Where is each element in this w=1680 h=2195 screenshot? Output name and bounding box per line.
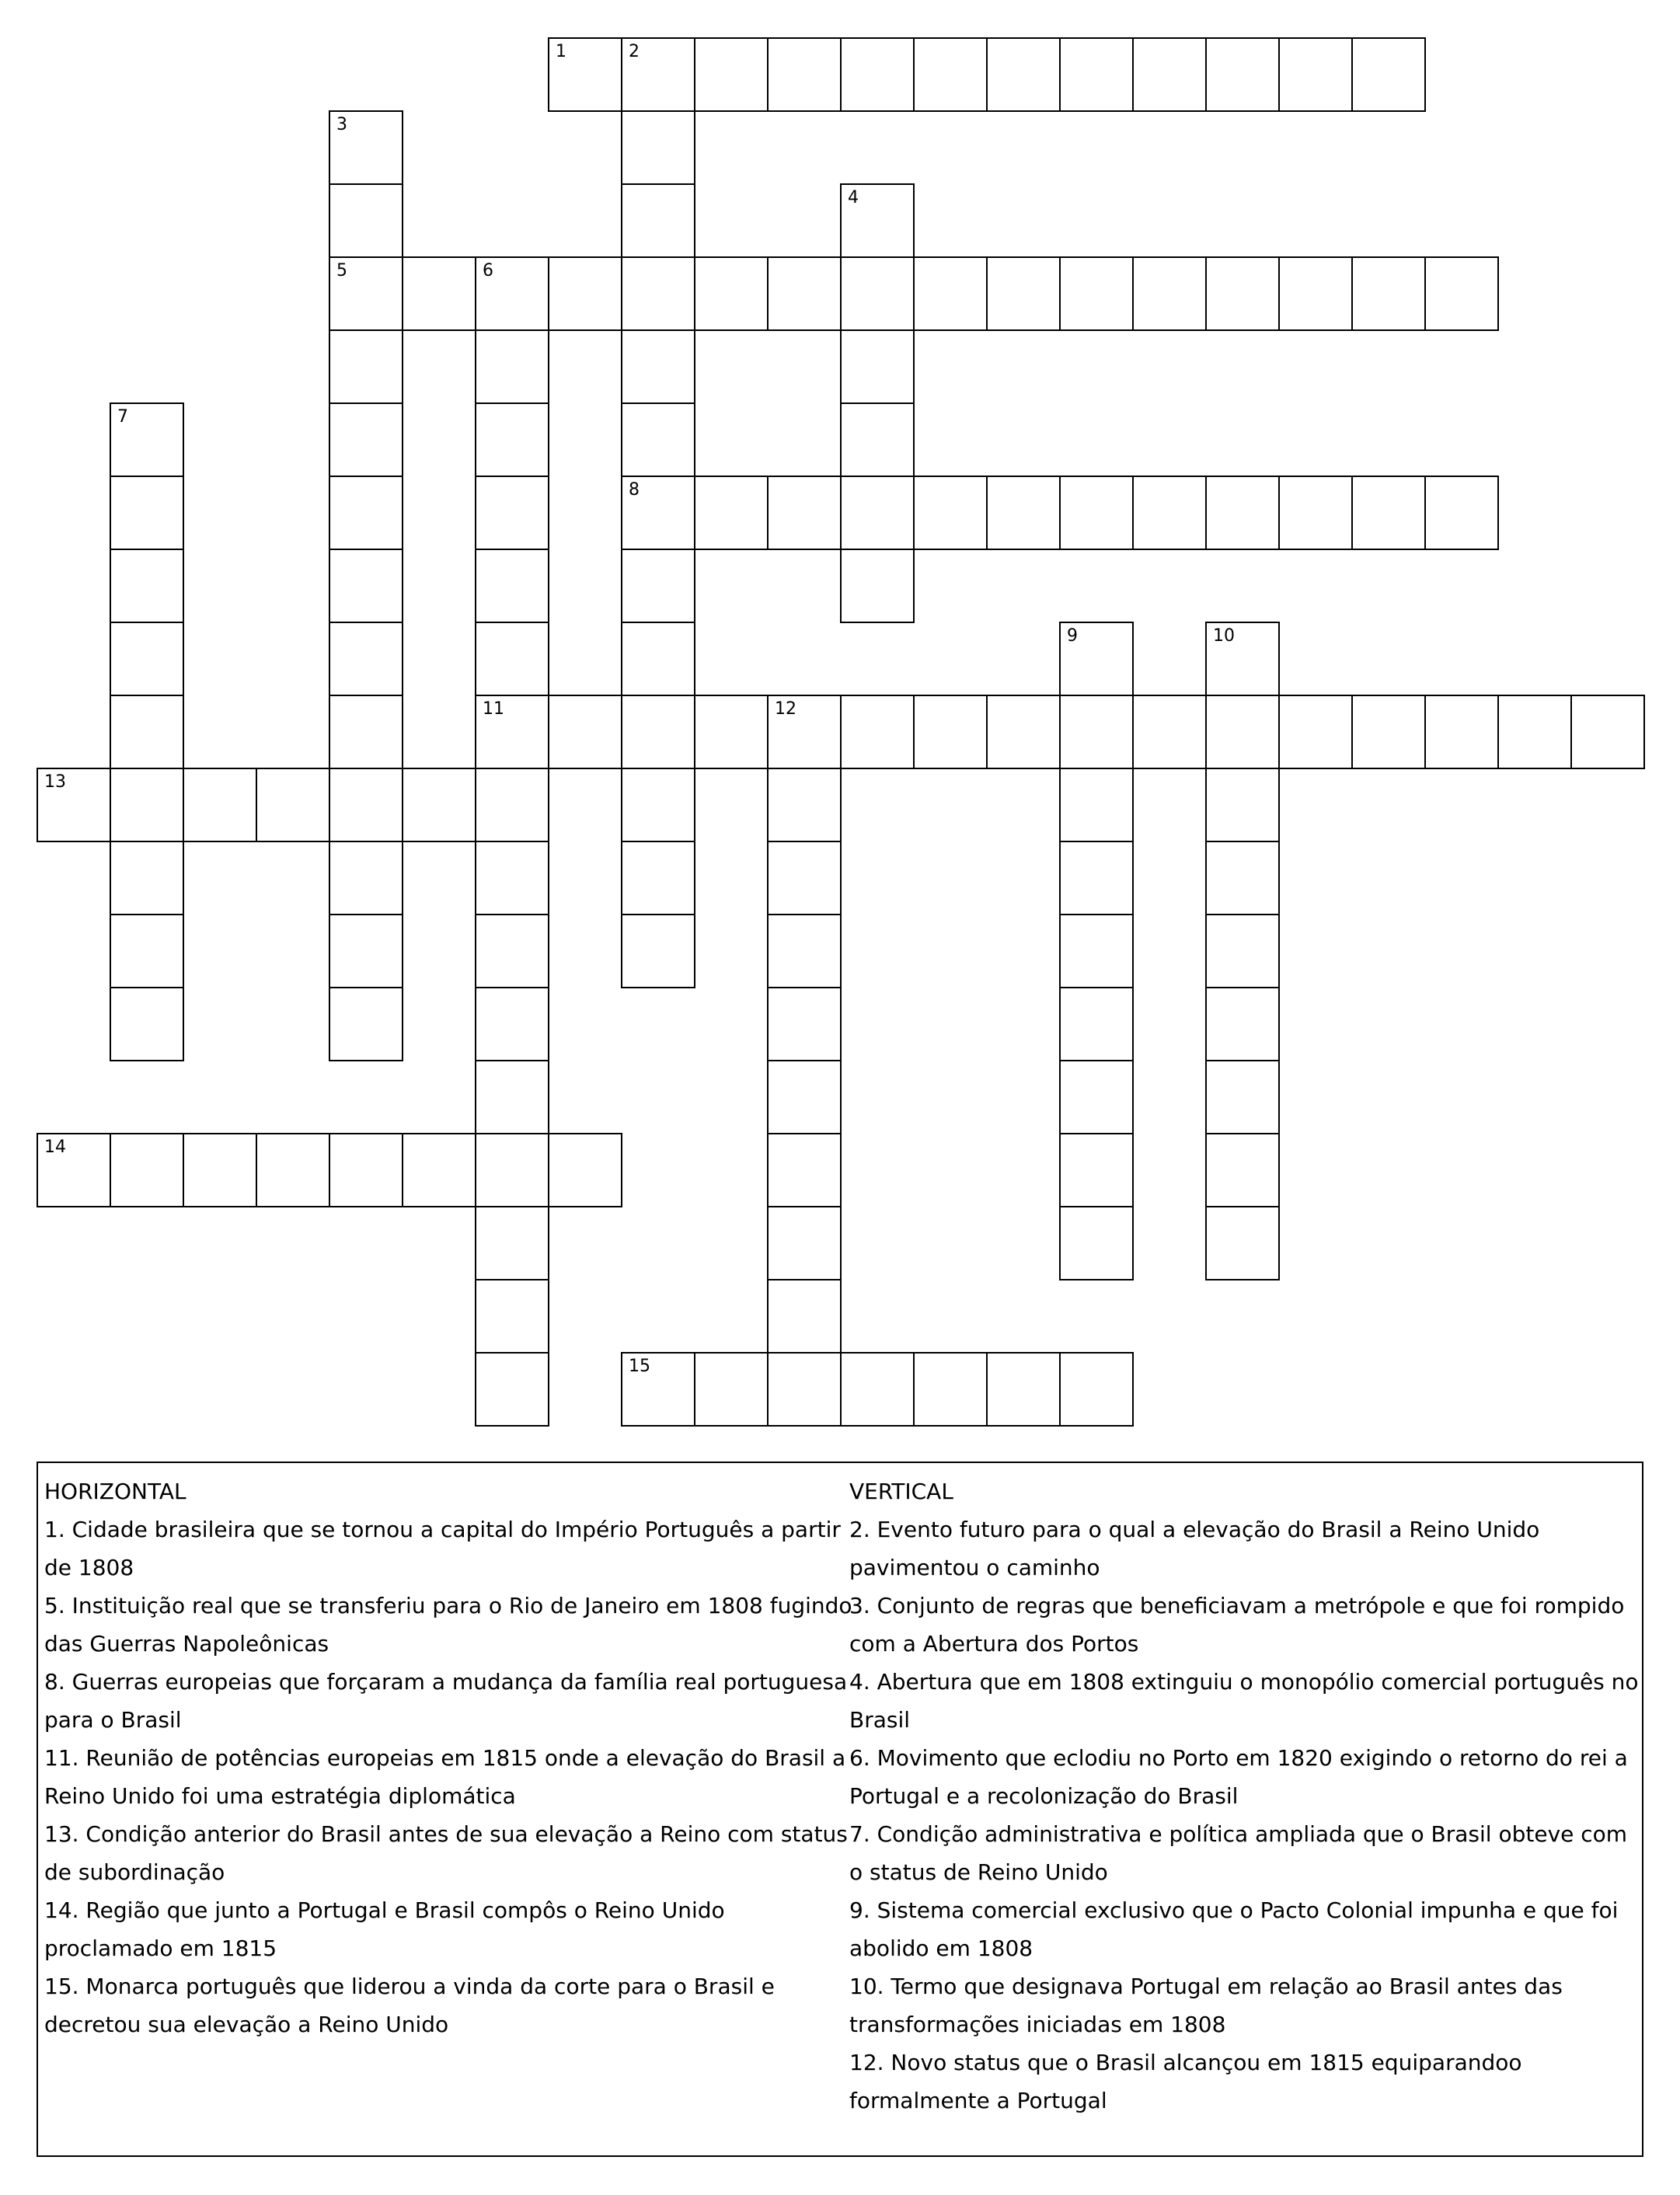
grid-cell[interactable] <box>183 1133 257 1207</box>
grid-cell[interactable] <box>1059 841 1134 915</box>
grid-cell[interactable] <box>621 476 695 550</box>
down-clues <box>849 1472 1642 2120</box>
grid-cell[interactable] <box>1132 476 1207 550</box>
grid-cell[interactable] <box>767 1279 842 1354</box>
grid-cell[interactable] <box>329 622 403 696</box>
grid-cell[interactable] <box>475 1206 549 1280</box>
grid-cell[interactable] <box>475 476 549 550</box>
grid-cell[interactable] <box>329 914 403 988</box>
grid-cell[interactable] <box>110 402 184 477</box>
grid-cell[interactable] <box>1059 476 1134 550</box>
grid-cell[interactable] <box>767 256 842 331</box>
grid-cell[interactable] <box>840 329 915 404</box>
grid-cell[interactable] <box>329 841 403 915</box>
grid-cell[interactable] <box>767 1060 842 1134</box>
grid-cell[interactable] <box>183 768 257 842</box>
clue-down-10: 10. Termo que designava Portugal em relação ao Brasil antes das transformações iniciadas em 1808 <box>849 1974 1563 2037</box>
grid-cell[interactable] <box>110 695 184 769</box>
grid-cell[interactable] <box>621 37 695 112</box>
grid-cell[interactable] <box>1570 695 1645 769</box>
grid-cell[interactable] <box>986 1352 1061 1427</box>
grid-cell[interactable] <box>110 476 184 550</box>
grid-cell[interactable] <box>475 549 549 623</box>
grid-cell[interactable] <box>1205 695 1280 769</box>
grid-cell[interactable] <box>986 37 1061 112</box>
clue-across-8: 8. Guerras europeias que forçaram a mudança da família real portuguesa para o Brasil <box>44 1669 848 1733</box>
grid-cell[interactable] <box>475 1133 549 1207</box>
grid-cell[interactable] <box>1424 256 1499 331</box>
grid-cell[interactable] <box>694 256 769 331</box>
grid-cell[interactable] <box>621 1352 695 1427</box>
grid-cell[interactable] <box>694 695 769 769</box>
grid-cell[interactable] <box>329 183 403 258</box>
clue-down-7: 7. Condição administrativa e política ampliada que o Brasil obteve com o status de Reino Unido <box>849 1821 1628 1885</box>
grid-cell[interactable] <box>475 329 549 404</box>
clue-number: 1 <box>556 42 566 61</box>
grid-cell[interactable] <box>840 183 915 258</box>
grid-cell[interactable] <box>110 987 184 1061</box>
clue-across-11: 11. Reunião de potências europeias em 1815 onde a elevação do Brasil a Reino Unido foi uma estratégia diplomática <box>44 1745 846 1809</box>
clue-across-13: 13. Condição anterior do Brasil antes de sua elevação a Reino com status de subordinação <box>44 1821 848 1885</box>
grid-cell[interactable] <box>110 841 184 915</box>
grid-cell[interactable] <box>329 110 403 185</box>
grid-cell[interactable] <box>1059 1060 1134 1134</box>
clue-number: 13 <box>44 772 66 792</box>
grid-cell[interactable] <box>840 256 915 331</box>
grid-cell[interactable] <box>110 768 184 842</box>
grid-cell[interactable] <box>1351 37 1426 112</box>
grid-cell[interactable] <box>329 987 403 1061</box>
grid-cell[interactable] <box>548 695 622 769</box>
clue-down-6: 6. Movimento que eclodiu no Porto em 1820 exigindo o retorno do rei a Portugal e a recolonização do Brasil <box>849 1745 1628 1809</box>
grid-cell[interactable] <box>1278 476 1353 550</box>
grid-cell[interactable] <box>621 549 695 623</box>
clue-number: 2 <box>629 42 640 61</box>
grid-cell[interactable] <box>1278 256 1353 331</box>
grid-cell[interactable] <box>1205 914 1280 988</box>
clue-number: 8 <box>629 480 640 500</box>
grid-cell[interactable] <box>1424 695 1499 769</box>
grid-cell[interactable] <box>1205 1206 1280 1280</box>
clue-down-3: 3. Conjunto de regras que beneficiavam a metrópole e que foi rompido com a Abertura dos Portos <box>849 1593 1625 1657</box>
grid-cell[interactable] <box>110 1133 184 1207</box>
grid-cell[interactable] <box>1205 1060 1280 1134</box>
grid-cell[interactable] <box>1205 476 1280 550</box>
grid-cell[interactable] <box>475 768 549 842</box>
grid-cell[interactable] <box>475 402 549 477</box>
clue-down-2: 2. Evento futuro para o qual a elevação do Brasil a Reino Unido pavimentou o caminho <box>849 1517 1540 1580</box>
grid-cell[interactable] <box>548 37 622 112</box>
grid-cell[interactable] <box>1205 256 1280 331</box>
grid-cell[interactable] <box>329 476 403 550</box>
grid-cell[interactable] <box>548 1133 622 1207</box>
grid-cell[interactable] <box>1059 914 1134 988</box>
grid-cell[interactable] <box>1059 695 1134 769</box>
grid-cell[interactable] <box>1497 695 1572 769</box>
clue-across-1: 1. Cidade brasileira que se tornou a capital do Império Português a partir de 1808 <box>44 1517 841 1580</box>
grid-cell[interactable] <box>329 1133 403 1207</box>
grid-cell[interactable] <box>767 987 842 1061</box>
grid-cell[interactable] <box>913 1352 988 1427</box>
grid-cell[interactable] <box>1205 37 1280 112</box>
grid-cell[interactable] <box>475 841 549 915</box>
grid-cell[interactable] <box>840 1352 915 1427</box>
grid-cell[interactable] <box>986 256 1061 331</box>
grid-cell[interactable] <box>37 768 111 842</box>
clue-down-12: 12. Novo status que o Brasil alcançou em 1815 equiparandoo formalmente a Portugal <box>849 2050 1522 2113</box>
clue-down-9: 9. Sistema comercial exclusivo que o Pacto Colonial impunha e que foi abolido em 1808 <box>849 1897 1619 1961</box>
clue-number: 6 <box>483 261 493 280</box>
grid-cell[interactable] <box>329 256 403 331</box>
grid-cell[interactable] <box>621 329 695 404</box>
clue-down-4: 4. Abertura que em 1808 extinguiu o monopólio comercial português no Brasil <box>849 1669 1639 1733</box>
grid-cell[interactable] <box>767 37 842 112</box>
across-clues <box>44 1472 852 2043</box>
grid-cell[interactable] <box>475 622 549 696</box>
grid-cell[interactable] <box>475 695 549 769</box>
clue-number: 3 <box>336 115 347 134</box>
grid-cell[interactable] <box>767 695 842 769</box>
grid-cell[interactable] <box>475 914 549 988</box>
grid-cell[interactable] <box>402 768 476 842</box>
clue-across-5: 5. Instituição real que se transferiu para o Rio de Janeiro em 1808 fugindo das Guerras Napoleônicas <box>44 1593 852 1657</box>
down-heading: VERTICAL <box>849 1479 953 1504</box>
grid-cell[interactable] <box>767 914 842 988</box>
grid-cell[interactable] <box>402 1133 476 1207</box>
grid-cell[interactable] <box>621 110 695 185</box>
grid-cell[interactable] <box>840 695 915 769</box>
grid-cell[interactable] <box>621 914 695 988</box>
grid-cell[interactable] <box>37 1133 111 1207</box>
grid-cell[interactable] <box>621 402 695 477</box>
grid-cell[interactable] <box>110 914 184 988</box>
grid-cell[interactable] <box>110 622 184 696</box>
grid-cell[interactable] <box>1132 256 1207 331</box>
grid-cell[interactable] <box>1059 768 1134 842</box>
grid-cell[interactable] <box>986 476 1061 550</box>
grid-cell[interactable] <box>329 768 403 842</box>
grid-cell[interactable] <box>1059 987 1134 1061</box>
grid-cell[interactable] <box>548 256 622 331</box>
grid-cell[interactable] <box>840 402 915 477</box>
grid-cell[interactable] <box>1059 622 1134 696</box>
grid-cell[interactable] <box>475 256 549 331</box>
grid-cell[interactable] <box>1059 1352 1134 1427</box>
grid-cell[interactable] <box>840 37 915 112</box>
grid-cell[interactable] <box>1278 695 1353 769</box>
grid-cell[interactable] <box>110 549 184 623</box>
grid-cell[interactable] <box>475 1352 549 1427</box>
grid-cell[interactable] <box>694 37 769 112</box>
grid-cell[interactable] <box>621 768 695 842</box>
grid-cell[interactable] <box>1059 37 1134 112</box>
grid-cell[interactable] <box>1132 37 1207 112</box>
grid-cell[interactable] <box>329 329 403 404</box>
clue-number: 11 <box>483 699 504 719</box>
clue-across-15: 15. Monarca português que liderou a vinda da corte para o Brasil e decretou sua elevação a Reino Unido <box>44 1974 775 2037</box>
grid-cell[interactable] <box>621 622 695 696</box>
grid-cell[interactable] <box>1205 622 1280 696</box>
grid-cell[interactable] <box>1351 695 1426 769</box>
grid-cell[interactable] <box>767 1133 842 1207</box>
grid-cell[interactable] <box>1351 256 1426 331</box>
grid-cell[interactable] <box>329 695 403 769</box>
clue-number: 7 <box>117 407 128 427</box>
clue-number: 12 <box>775 699 796 719</box>
grid-cell[interactable] <box>402 256 476 331</box>
grid-cell[interactable] <box>1205 768 1280 842</box>
grid-cell[interactable] <box>767 1352 842 1427</box>
grid-cell[interactable] <box>1132 695 1207 769</box>
grid-cell[interactable] <box>621 695 695 769</box>
grid-cell[interactable] <box>256 1133 330 1207</box>
grid-cell[interactable] <box>1351 476 1426 550</box>
grid-cell[interactable] <box>767 768 842 842</box>
grid-cell[interactable] <box>1059 256 1134 331</box>
clue-number: 14 <box>44 1138 66 1157</box>
grid-cell[interactable] <box>1205 841 1280 915</box>
clue-across-14: 14. Região que junto a Portugal e Brasil compôs o Reino Unido proclamado em 1815 <box>44 1897 725 1961</box>
grid-cell[interactable] <box>913 476 988 550</box>
grid-cell[interactable] <box>329 549 403 623</box>
grid-cell[interactable] <box>694 476 769 550</box>
grid-cell[interactable] <box>621 183 695 258</box>
grid-cell[interactable] <box>913 695 988 769</box>
clue-number: 9 <box>1067 626 1078 646</box>
grid-cell[interactable] <box>767 841 842 915</box>
grid-cell[interactable] <box>329 402 403 477</box>
grid-cell[interactable] <box>986 695 1061 769</box>
grid-cell[interactable] <box>256 768 330 842</box>
grid-cell[interactable] <box>840 549 915 623</box>
grid-cell[interactable] <box>1205 1133 1280 1207</box>
grid-cell[interactable] <box>1059 1206 1134 1280</box>
grid-cell[interactable] <box>1205 987 1280 1061</box>
grid-cell[interactable] <box>1059 1133 1134 1207</box>
grid-cell[interactable] <box>913 37 988 112</box>
grid-cell[interactable] <box>913 256 988 331</box>
across-heading: HORIZONTAL <box>44 1479 186 1504</box>
clue-number: 15 <box>629 1357 650 1376</box>
grid-cell[interactable] <box>767 1206 842 1280</box>
grid-cell[interactable] <box>767 476 842 550</box>
grid-cell[interactable] <box>475 1279 549 1354</box>
grid-cell[interactable] <box>475 1060 549 1134</box>
grid-cell[interactable] <box>694 1352 769 1427</box>
clue-number: 10 <box>1213 626 1235 646</box>
grid-cell[interactable] <box>840 476 915 550</box>
grid-cell[interactable] <box>1424 476 1499 550</box>
clue-number: 4 <box>848 188 859 207</box>
grid-cell[interactable] <box>1278 37 1353 112</box>
grid-cell[interactable] <box>621 256 695 331</box>
grid-cell[interactable] <box>621 841 695 915</box>
clues-box <box>37 1462 1643 2157</box>
clue-number: 5 <box>336 261 347 280</box>
grid-cell[interactable] <box>475 987 549 1061</box>
